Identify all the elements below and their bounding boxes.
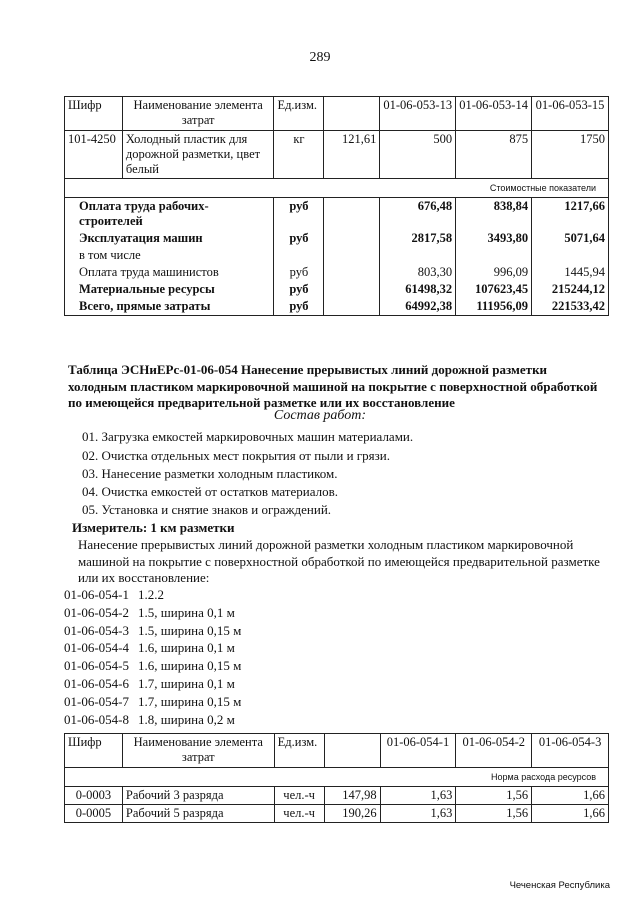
row-value-2: 1,56 [456, 787, 532, 805]
cost-value-13: 2817,58 [380, 230, 456, 247]
cost-row [65, 230, 609, 247]
cost-value-14: 838,84 [456, 198, 532, 231]
cost-unit: руб [274, 281, 324, 298]
work-item: 03. Нанесение разметки холодным пластиком. [82, 466, 338, 481]
measure-unit: Измеритель: 1 км разметки [72, 520, 235, 535]
code-label: 1.8, ширина 0,2 м [138, 711, 235, 727]
cost-unit: руб [274, 198, 324, 231]
cost-row [65, 247, 609, 264]
header-col-3: 01-06-054-3 [532, 734, 609, 768]
cost-value-13: 676,48 [380, 198, 456, 231]
cost-unit: руб [274, 230, 324, 247]
cost-value-15 [532, 247, 609, 264]
row-value-3: 1,66 [532, 805, 609, 823]
table-row [65, 805, 609, 823]
cost-name: Оплата труда рабочих-строителей [65, 198, 274, 231]
cost-row [65, 298, 609, 316]
cost-price [324, 247, 380, 264]
header-price [324, 97, 380, 131]
material-value-14: 875 [456, 131, 532, 179]
cost-price [324, 264, 380, 281]
code-number: 01-06-054-2 [64, 604, 129, 620]
cost-name: в том числе [65, 247, 274, 264]
header-col-14: 01-06-053-14 [456, 97, 532, 131]
cost-row [65, 264, 609, 281]
cost-row [65, 198, 609, 231]
table-title: Таблица ЭСНиЕРс-01-06-054 Нанесение прерывистых линий дорожной разметки холодным пластиком маркировочной машиной на покрытие с поверхностной обработкой по имеющейся предварительной разметке или их восстановление [68, 362, 598, 410]
work-item: 02. Очистка отдельных мест покрытия от пыли и грязи. [82, 448, 390, 463]
row-code: 0-0005 [65, 805, 123, 823]
code-number: 01-06-054-3 [64, 622, 129, 638]
works-heading: Состав работ: [273, 408, 367, 423]
cost-value-15: 1445,94 [532, 264, 609, 281]
header-code: Шифр [65, 734, 123, 768]
row-price: 147,98 [324, 787, 380, 805]
cost-value-13: 64992,38 [380, 298, 456, 316]
code-number: 01-06-054-4 [64, 640, 129, 656]
cost-name: Оплата труда машинистов [65, 264, 274, 281]
work-item: 05. Установка и снятие знаков и ограждений. [82, 502, 332, 517]
cost-price [324, 230, 380, 247]
code-number: 01-06-054-8 [64, 711, 129, 727]
cost-value-15: 215244,12 [532, 281, 609, 298]
cost-row [65, 281, 609, 298]
code-label: 1.7, ширина 0,1 м [138, 676, 235, 691]
code-label: 1.6, ширина 0,15 м [138, 658, 242, 674]
header-unit: Ед.изм. [274, 97, 324, 131]
cost-name: Эксплуатация машин [65, 230, 274, 247]
cost-value-14 [456, 247, 532, 264]
code-item [64, 694, 241, 710]
footer-region: Чеченская Республика [509, 880, 610, 891]
cost-value-13: 61498,32 [380, 281, 456, 298]
header-col-13: 01-06-053-13 [380, 97, 456, 131]
work-item: 01. Загрузка емкостей маркировочных машин материалами. [82, 429, 414, 444]
cost-unit: руб [274, 298, 324, 316]
material-unit: кг [274, 131, 324, 179]
cost-value-15: 5071,64 [532, 230, 609, 247]
header-code: Шифр [65, 97, 123, 131]
code-item [64, 712, 235, 728]
code-label: 1.7, ширина 0,15 м [138, 693, 242, 709]
header-name: Наименование элемента затрат [122, 97, 274, 131]
material-value-15: 1750 [532, 131, 609, 179]
cost-unit: руб [274, 264, 324, 281]
cost-value-13 [380, 247, 456, 264]
cost-unit [274, 247, 324, 264]
code-item [64, 640, 235, 656]
cost-value-15: 1217,66 [532, 198, 609, 231]
row-name: Рабочий 5 разряда [122, 805, 274, 823]
row-price: 190,26 [324, 805, 380, 823]
row-unit: чел.-ч [274, 805, 324, 823]
description: Нанесение прерывистых линий дорожной разметки холодным пластиком маркировочной машиной на покрытие с поверхностной обработкой по имеющейся предварительной разметке или их восстановление: [78, 537, 600, 585]
cost-price [324, 298, 380, 316]
material-price: 121,61 [324, 131, 380, 179]
code-item [64, 605, 235, 621]
cost-value-14: 996,09 [456, 264, 532, 281]
row-value-3: 1,66 [532, 787, 609, 805]
code-label: 1.5, ширина 0,15 м [138, 622, 242, 638]
code-item [64, 623, 241, 639]
code-label: 1.6, ширина 0,1 м [138, 640, 235, 656]
cost-value-14: 111956,09 [456, 298, 532, 316]
row-name: Рабочий 3 разряда [122, 787, 274, 805]
cost-value-14: 3493,80 [456, 230, 532, 247]
cost-value-14: 107623,45 [456, 281, 532, 298]
header-col-15: 01-06-053-15 [532, 97, 609, 131]
section-cost-indicators: Стоимостные показатели [65, 179, 609, 198]
header-col-1: 01-06-054-1 [380, 734, 456, 768]
cost-value-13: 803,30 [380, 264, 456, 281]
cost-name: Материальные ресурсы [65, 281, 274, 298]
code-item [64, 587, 164, 603]
material-value-13: 500 [380, 131, 456, 179]
code-label: 1.5, ширина 0,1 м [138, 604, 235, 620]
code-number: 01-06-054-6 [64, 676, 129, 691]
cost-price [324, 198, 380, 231]
table-row [65, 787, 609, 805]
work-item: 04. Очистка емкостей от остатков материалов. [82, 484, 338, 499]
row-value-1: 1,63 [380, 787, 456, 805]
row-code: 0-0003 [65, 787, 123, 805]
section-resource-norm: Норма расхода ресурсов [65, 768, 609, 787]
row-value-2: 1,56 [456, 805, 532, 823]
code-number: 01-06-054-1 [64, 587, 129, 602]
page-number: 289 [309, 50, 331, 65]
row-unit: чел.-ч [274, 787, 324, 805]
code-item [64, 658, 241, 674]
cost-value-15: 221533,42 [532, 298, 609, 316]
material-code: 101-4250 [65, 131, 123, 179]
header-unit: Ед.изм. [274, 734, 324, 768]
code-number: 01-06-054-7 [64, 693, 129, 709]
cost-price [324, 281, 380, 298]
code-label: 1.2.2 [138, 587, 164, 602]
row-value-1: 1,63 [380, 805, 456, 823]
cost-name: Всего, прямые затраты [65, 298, 274, 316]
resource-table-053 [64, 96, 609, 316]
code-item [64, 676, 235, 692]
header-col-2: 01-06-054-2 [456, 734, 532, 768]
header-price [324, 734, 380, 768]
resource-table-054 [64, 733, 609, 823]
material-name: Холодный пластик для дорожной разметки, цвет белый [122, 131, 274, 179]
code-number: 01-06-054-5 [64, 658, 129, 674]
header-name: Наименование элемента затрат [122, 734, 274, 768]
